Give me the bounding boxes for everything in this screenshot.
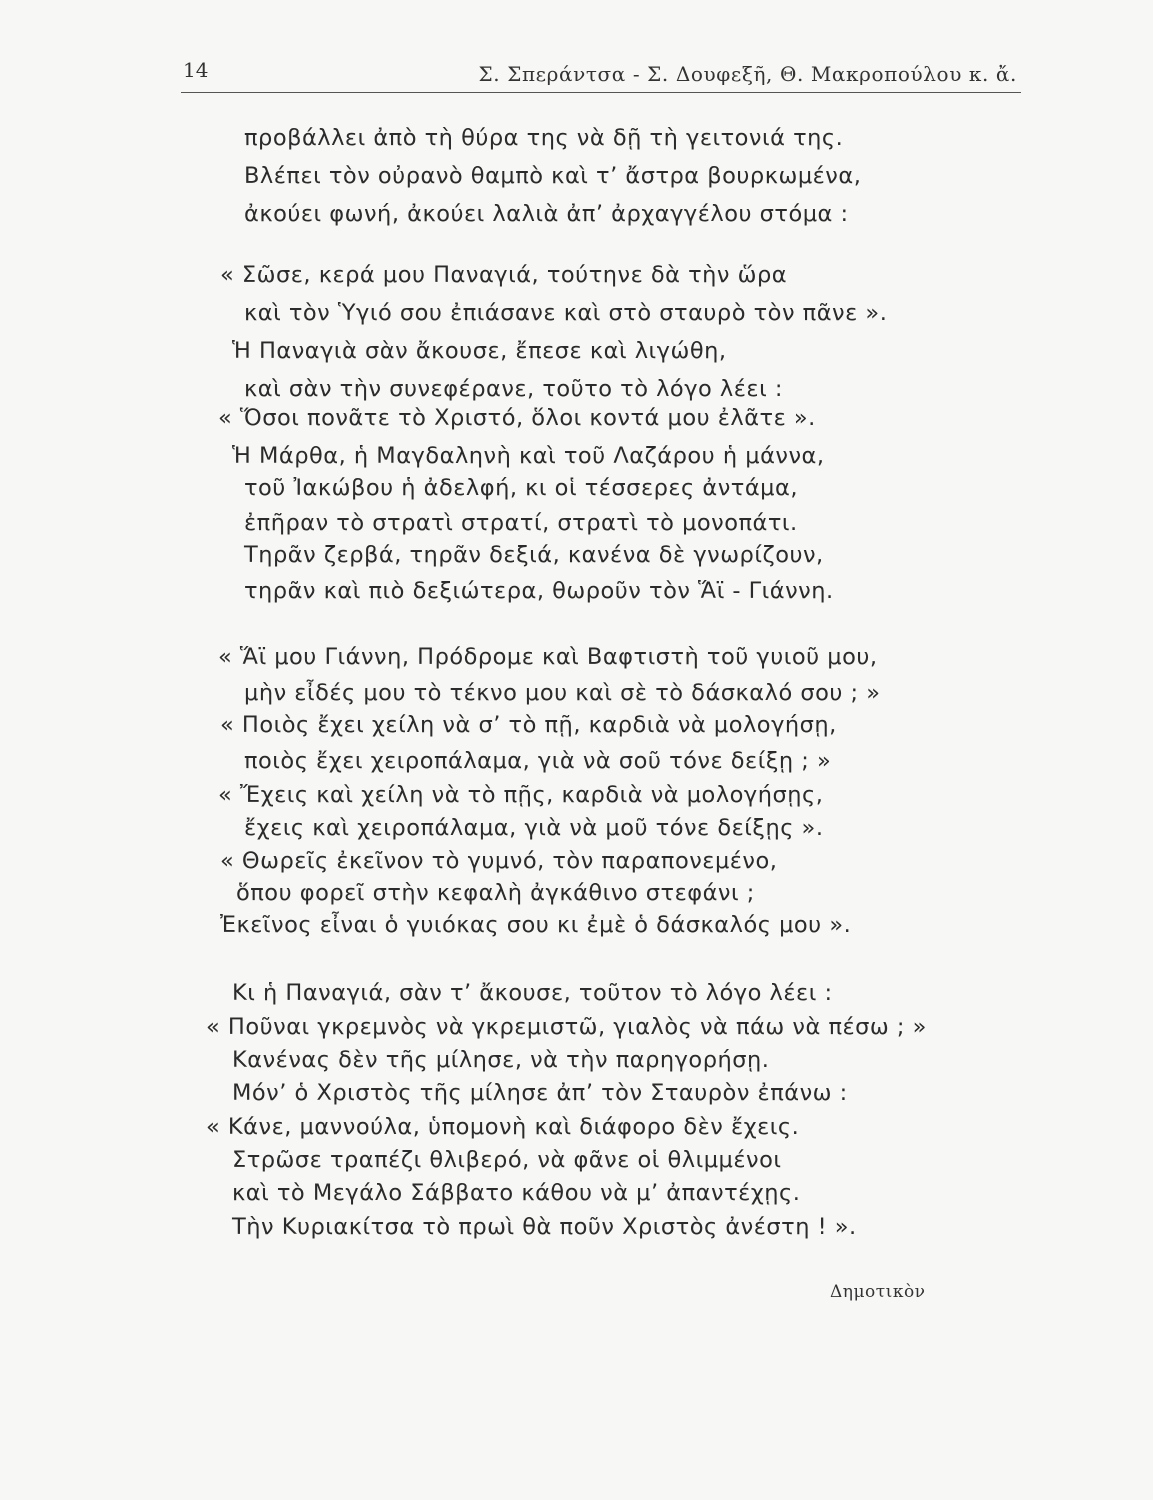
poem-line: Τὴν Κυριακίτσα τὸ πρωὶ θὰ ποῦν Χριστὸς ἀνέστη ! ». [232,1214,857,1240]
poem-line: Ἡ Μάρθα, ἡ Μαγδαληνὴ καὶ τοῦ Λαζάρου ἡ μάννα, [232,443,825,469]
poem-line: « Ποιὸς ἔχει χείλη νὰ σ’ τὸ πῇ, καρδιὰ νὰ μολογήσῃ, [220,712,837,738]
running-head: Σ. Σπεράντσα - Σ. Δουφεξῆ, Θ. Μακροπούλου κ. ἄ. [478,62,1017,86]
poem-line: μὴν εἶδές μου τὸ τέκνο μου καὶ σὲ τὸ δάσκαλό σου ; » [244,680,881,706]
poem-line: Κι ἡ Παναγιά, σὰν τ’ ἄκουσε, τοῦτον τὸ λόγο λέει : [232,980,833,1006]
poem-line: ὅπου φορεῖ στὴν κεφαλὴ ἀγκάθινο στεφάνι ; [236,880,755,906]
page-number: 14 [183,58,209,82]
poem-line: ἐπῆραν τὸ στρατὶ στρατί, στρατὶ τὸ μονοπάτι. [244,510,798,536]
poem-line: τοῦ Ἰακώβου ἡ ἀδελφή, κι οἱ τέσσερες ἀντάμα, [244,475,798,501]
poem-line: Βλέπει τὸν οὐρανὸ θαμπὸ καὶ τ’ ἄστρα βουρκωμένα, [244,163,862,189]
poem-line: « Ὅσοι πονᾶτε τὸ Χριστό, ὅλοι κοντά μου ἐλᾶτε ». [218,405,816,431]
poem-line: Μόν’ ὁ Χριστὸς τῆς μίλησε ἀπ’ τὸν Σταυρὸν ἐπάνω : [232,1080,848,1106]
poem-line: ποιὸς ἔχει χειροπάλαμα, γιὰ νὰ σοῦ τόνε δείξῃ ; » [244,748,832,774]
poem-line: καὶ τὸ Μεγάλο Σάββατο κάθου νὰ μ’ ἀπαντέχῃς. [232,1180,801,1206]
poem-line: προβάλλει ἀπὸ τὴ θύρα της νὰ δῇ τὴ γειτονιά της. [244,125,844,151]
poem-line: Ἐκεῖνος εἶναι ὁ γυιόκας σου κι ἐμὲ ὁ δάσκαλός μου ». [220,912,852,938]
poem-line: ἀκούει φωνή, ἀκούει λαλιὰ ἀπ’ ἀρχαγγέλου στόμα : [244,201,849,227]
poem-line: ἔχεις καὶ χειροπάλαμα, γιὰ νὰ μοῦ τόνε δείξῃς ». [244,815,824,841]
poem-line: Κανένας δὲν τῆς μίλησε, νὰ τὴν παρηγορήσῃ. [232,1047,770,1073]
poem-line: « Σῶσε, κερά μου Παναγιά, τούτηνε δὰ τὴν ὥρα [220,262,788,288]
poem-line: « Ἅϊ μου Γιάννη, Πρόδρομε καὶ Βαφτιστὴ τοῦ γυιοῦ μου, [218,644,878,670]
poem-line: Ἡ Παναγιὰ σὰν ἄκουσε, ἔπεσε καὶ λιγώθη, [232,338,727,364]
poem-line: καὶ σὰν τὴν συνεφέρανε, τοῦτο τὸ λόγο λέει : [244,376,783,402]
poem-line: καὶ τὸν Ὑγιό σου ἐπιάσανε καὶ στὸ σταυρὸ τὸν πᾶνε ». [244,300,888,326]
poem-line: « Κάνε, μαννούλα, ὑπομονὴ καὶ διάφορο δὲν ἔχεις. [206,1114,800,1140]
source-attribution: Δημοτικὸν [830,1282,926,1302]
poem-line: « Ποῦναι γκρεμνὸς νὰ γκρεμιστῶ, γιαλὸς νὰ πάω νὰ πέσω ; » [206,1014,927,1040]
poem-line: Τηρᾶν ζερβά, τηρᾶν δεξιά, κανένα δὲ γνωρίζουν, [244,542,824,568]
poem-line: Στρῶσε τραπέζι θλιβερό, νὰ φᾶνε οἱ θλιμμένοι [232,1147,782,1173]
poem-line: « Ἔχεις καὶ χείλη νὰ τὸ πῇς, καρδιὰ νὰ μολογήσῃς, [218,782,824,808]
poem-line: τηρᾶν καὶ πιὸ δεξιώτερα, θωροῦν τὸν Ἅϊ - Γιάννη. [244,578,834,604]
poem-line: « Θωρεῖς ἐκεῖνον τὸ γυμνό, τὸν παραπονεμένο, [220,848,778,874]
